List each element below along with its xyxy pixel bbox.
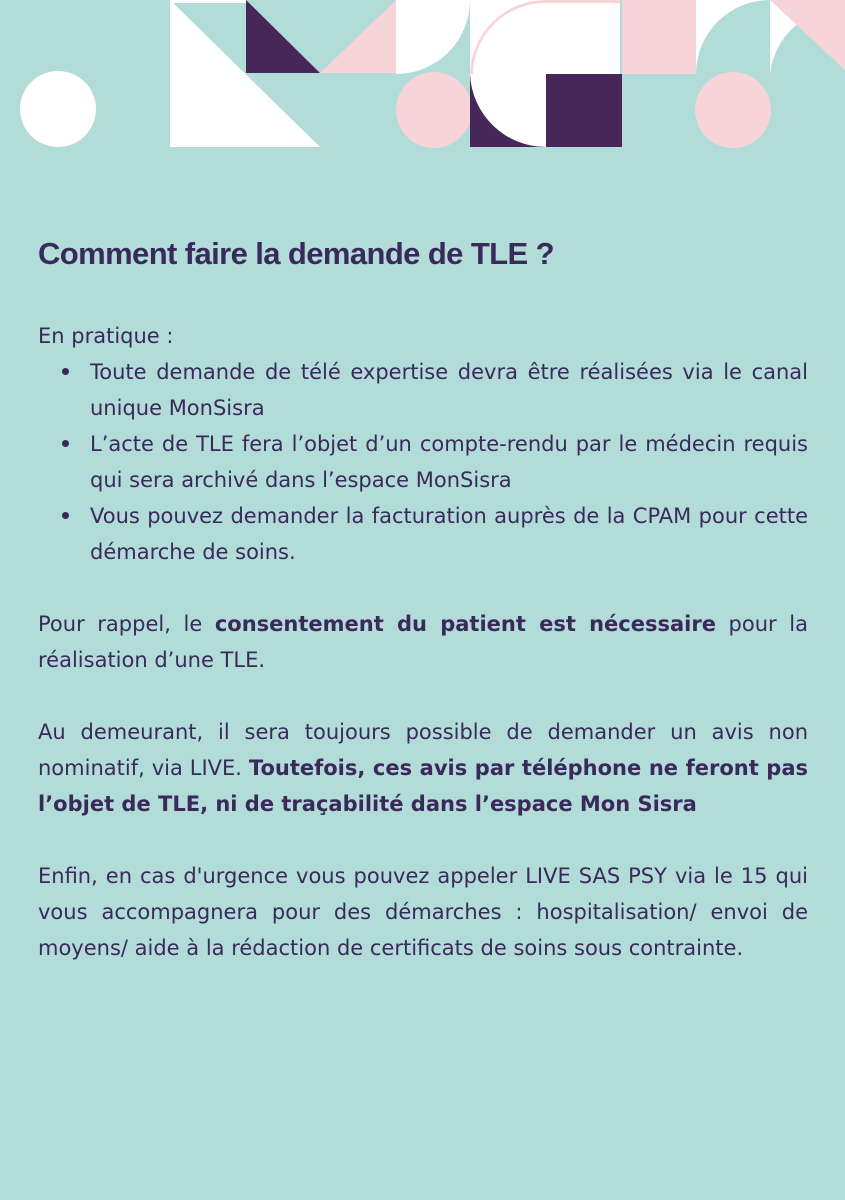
- body-text: [38, 318, 808, 966]
- demeurant-text: Au demeurant, il sera toujours possible de demander un avis non nominatif, via LIVE.: [38, 720, 808, 780]
- purple-triangle-shape: [246, 0, 320, 73]
- pink-circle-right-shape: [695, 72, 771, 148]
- list-item-text: Vous pouvez demander la facturation auprès de la CPAM pour cette démarche de soins.: [90, 504, 808, 564]
- purple-square-shape: [546, 74, 622, 147]
- list-item: [90, 426, 808, 498]
- white-top-strip: [170, 0, 246, 3]
- white-circle-shape: [20, 71, 96, 147]
- bullet-icon: [62, 440, 69, 447]
- demeurant-paragraph: [38, 714, 808, 822]
- intro-text: En pratique :: [38, 324, 174, 348]
- bullet-icon: [62, 368, 69, 375]
- reminder-bold: consentement du patient est nécessaire: [214, 612, 716, 636]
- list-item: [90, 354, 808, 426]
- reminder-paragraph: [38, 606, 808, 678]
- page-title: Comment faire la demande de TLE ?: [38, 236, 554, 271]
- demeurant-bold: Toutefois, ces avis par téléphone ne feront pas l’objet de TLE, ni de traçabilité dans l’espace Mon Sisra: [38, 756, 809, 816]
- list-item: [90, 498, 808, 570]
- reminder-text-end: pour la réalisation d’une TLE.: [38, 612, 808, 672]
- pink-circle-shape: [396, 72, 472, 148]
- white-triangle-shape: [170, 0, 320, 147]
- list-item-text: L’acte de TLE fera l’objet d’un compte-rendu par le médecin requis qui sera archivé dans l’espace MonSisra: [90, 432, 808, 492]
- pink-triangle-shape: [320, 0, 396, 73]
- geometric-banner: [0, 0, 845, 150]
- bullet-list: [38, 354, 808, 570]
- reminder-text: Pour rappel, le: [38, 612, 215, 636]
- bullet-icon: [62, 512, 69, 519]
- white-quarter-shape: [396, 0, 470, 74]
- list-item-text: Toute demande de télé expertise devra être réalisées via le canal unique MonSisra: [90, 360, 808, 420]
- document-content: [38, 232, 808, 987]
- urgence-paragraph: Enfin, en cas d'urgence vous pouvez appeler LIVE SAS PSY via le 15 qui vous accompagnera pour des démarches : hospitalisation/ envoi de moyens/ aide à la rédaction de certificats de soins sous contrainte.: [38, 864, 808, 960]
